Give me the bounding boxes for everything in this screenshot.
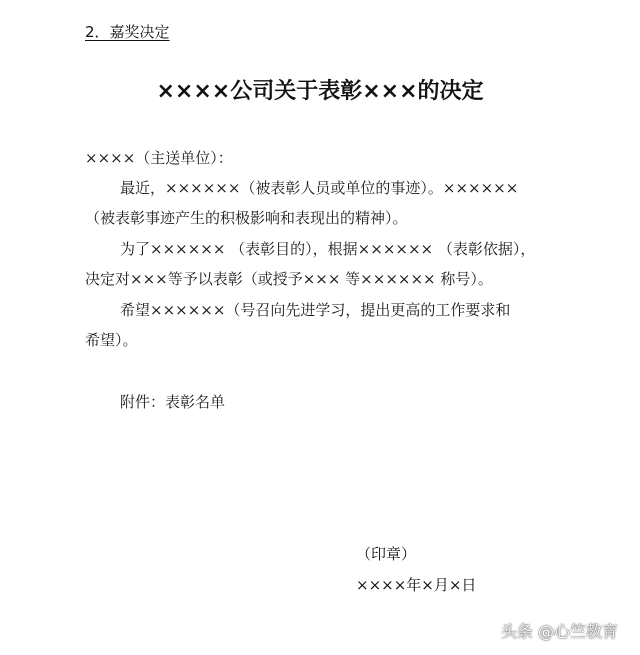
paragraph-3-line-1: 希望××××××（号召向先进学习，提出更高的工作要求和 [120, 301, 511, 319]
paragraph-2-line-1: 为了×××××× （表彰目的），根据×××××× （表彰依据）， [120, 240, 536, 258]
paragraph-2-line-2: 决定对×××等予以表彰（或授予××× 等×××××× 称号）。 [85, 270, 493, 288]
salutation: ××××（主送单位）： [85, 149, 233, 167]
paragraph-1-line-1: 最近，××××××（被表彰人员或单位的事迹）。×××××× [120, 179, 519, 197]
paragraph-3-line-2: 希望）。 [85, 331, 138, 349]
watermark: 头条 @心竺教育 [500, 622, 618, 641]
attachment-note: 附件：表彰名单 [120, 393, 226, 411]
seal-placeholder: （印章） [356, 545, 417, 563]
paragraph-1-line-2: （被表彰事迹产生的积极影响和表现出的精神）。 [85, 209, 408, 227]
document-title: ××××公司关于表彰×××的决定 [156, 79, 484, 104]
issue-date: ××××年×月×日 [356, 576, 477, 594]
section-heading: 2．嘉奖决定 [85, 23, 170, 41]
